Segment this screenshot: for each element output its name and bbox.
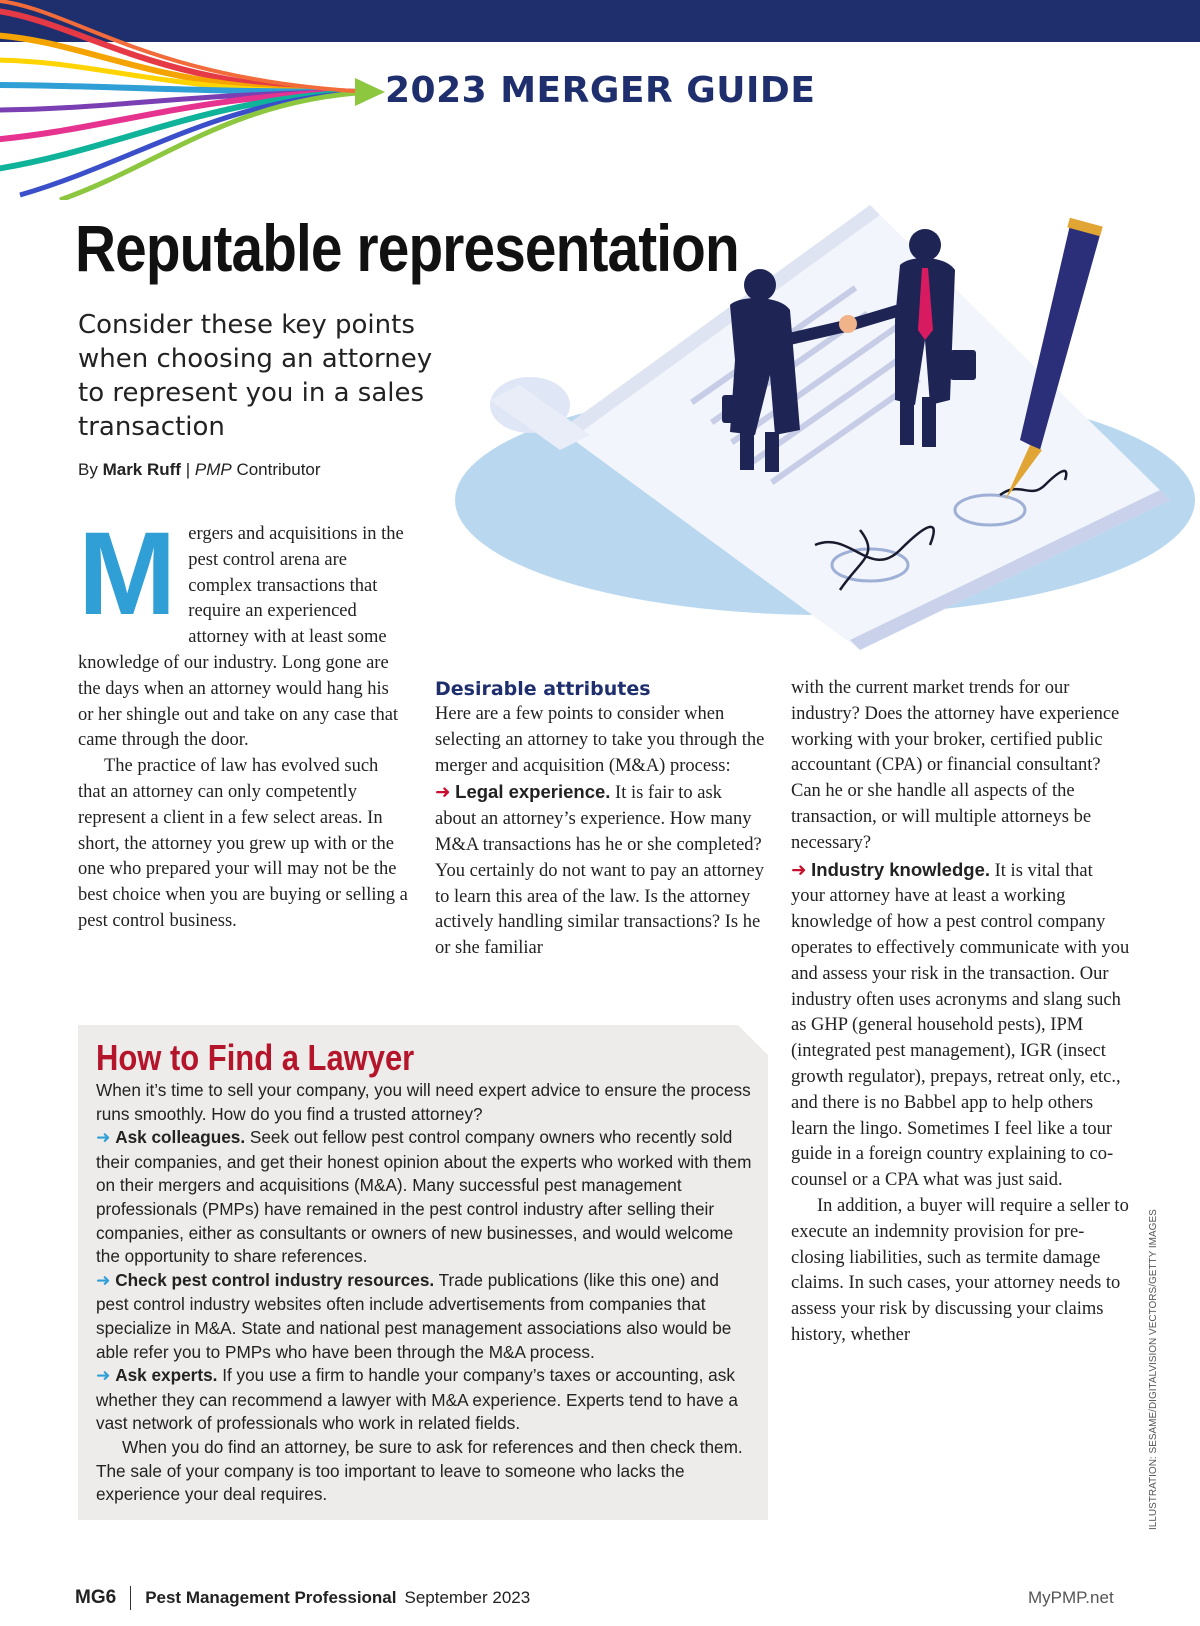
sidebar-item-text: Trade publications (like this one) and pest control industry websites often include advertisements from companies that specialize in M&A. State and national pest management associations also would be able refer you to PMPs who have been through the M&A process. xyxy=(96,1269,732,1362)
article-paragraph xyxy=(791,857,1131,1194)
sidebar-closing: When you do find an attorney, be sure to ask for references and then check them. The sale of your company is too important to leave to someone who lacks the experience your deal requires. xyxy=(96,1436,743,1505)
subhead-desirable-attributes: Desirable attributes xyxy=(435,678,651,700)
sidebar-intro: When it’s time to sell your company, you will need expert advice to ensure the process runs smoothly. How do you find a trusted attorney? xyxy=(96,1080,751,1124)
ribbon-graphic xyxy=(0,0,390,200)
run-in-text: It is fair to ask about an attorney’s experience. How many M&A transactions has he or she completed? You certainly do not want to pay an attorney to learn this area of the law. Is the attorney actively handling similar transactions? Is he or she familiar xyxy=(435,783,764,959)
sidebar-item-lead: Ask colleagues. xyxy=(115,1127,246,1148)
blue-arrow-icon: ➜ xyxy=(96,1366,111,1387)
run-in-text: It is vital that your attorney have at least a working knowledge of how a pest control company operates to effectively communicate with you and assess your risk in the transaction. Our industry often uses acronyms and slang such as GHP (general household pests), IPM (integrated pest management), IGR (insect growth regulator), prepays, retreat only, etc., and there is no Babbel app to help others learn the lingo. Sometimes I feel like a tour guide in a foreign country explaining to co-counsel or a CPA what was just said. xyxy=(791,860,1130,1191)
byline-prefix: By xyxy=(78,460,98,479)
sidebar-item-lead: Ask experts. xyxy=(115,1365,218,1386)
byline-separator: | xyxy=(185,460,191,479)
headline: Reputable representation xyxy=(75,211,739,285)
sidebar-title: How to Find a Lawyer xyxy=(96,1037,415,1078)
page-number: MG6 xyxy=(75,1587,117,1608)
blue-arrow-icon: ➜ xyxy=(96,1128,111,1149)
sidebar-item xyxy=(96,1126,756,1269)
website-link[interactable]: MyPMP.net xyxy=(1028,1588,1114,1607)
sidebar-folded-corner xyxy=(738,1025,768,1055)
article-deck: Consider these key points when choosing an attorney to represent you in a sales transaction xyxy=(78,310,433,442)
footer-divider xyxy=(130,1586,131,1610)
sidebar-item-lead: Check pest control industry resources. xyxy=(115,1269,435,1290)
blue-arrow-icon: ➜ xyxy=(96,1270,111,1291)
byline-publication: PMP xyxy=(194,460,232,479)
sidebar-item xyxy=(96,1364,756,1436)
handshake-illustration xyxy=(430,200,1200,650)
article-paragraph: ergers and acquisitions in the pest control arena are complex transactions that require an experienced attorney with at least some knowledge of our industry. Long gone are the days when an attorney would hang his or her shingle out and take on any case that came through the door. xyxy=(78,524,404,751)
article-column-1 xyxy=(78,508,408,935)
run-in-lead: Legal experience. xyxy=(455,781,611,803)
illustration-credit: ILLUSTRATION: SESAME/DIGITALVISION VECTORS/GETTY IMAGES xyxy=(1148,1209,1159,1530)
drop-cap: M xyxy=(78,508,177,640)
article-paragraph xyxy=(435,779,765,962)
page-footer xyxy=(75,1586,530,1610)
byline-role: Contributor xyxy=(236,460,321,479)
sidebar-item xyxy=(96,1269,756,1364)
article-paragraph: The practice of law has evolved such that an attorney can only competently represent a client in a few select areas. In short, the attorney you grew up with or the one who prepared your will may not be the best choice when you are buying or selling a pest control business. xyxy=(78,756,408,931)
red-arrow-icon: ➜ xyxy=(435,782,451,804)
issue-date: September 2023 xyxy=(404,1588,531,1607)
article-paragraph: Here are a few points to consider when selecting an attorney to take you through the merger and acquisition (M&A) process: xyxy=(435,704,765,776)
run-in-lead: Industry knowledge. xyxy=(811,858,990,880)
byline-author: Mark Ruff xyxy=(102,460,181,479)
red-arrow-icon: ➜ xyxy=(791,859,807,881)
article-paragraph: In addition, a buyer will require a seller to execute an indemnity provision for pre-closing liabilities, such as termite damage claims. In such cases, your attorney needs to assess your risk by discussing your claims history, whether xyxy=(791,1195,1129,1345)
article-column-2 xyxy=(435,676,765,962)
sidebar-how-to-find-a-lawyer xyxy=(78,1025,768,1520)
section-label: 2023 MERGER GUIDE xyxy=(385,70,816,111)
sidebar-item-text: If you use a firm to handle your company’s taxes or accounting, ask whether they can recommend a lawyer with M&A experience. Experts tend to have a vast network of professionals who work in related fields. xyxy=(96,1365,738,1434)
sidebar-item-text: Seek out fellow pest control company owners who recently sold their companies, and get their honest opinion about the experts who worked with them on their mergers and acquisitions (M&A). Many successful pest management professionals (PMPs) have remained in the pest control industry after selling their companies, either as consultants or owners of new businesses, and would welcome the opportunity to share references. xyxy=(96,1127,752,1267)
byline xyxy=(78,460,321,480)
sidebar-body xyxy=(96,1079,756,1507)
article-paragraph: with the current market trends for our industry? Does the attorney have experience working with your broker, certified public accountant (CPA) or financial consultant? Can he or she handle all aspects of the transaction, or will multiple attorneys be necessary? xyxy=(791,678,1120,853)
article-column-3 xyxy=(791,676,1131,1349)
magazine-name: Pest Management Professional xyxy=(145,1588,397,1607)
